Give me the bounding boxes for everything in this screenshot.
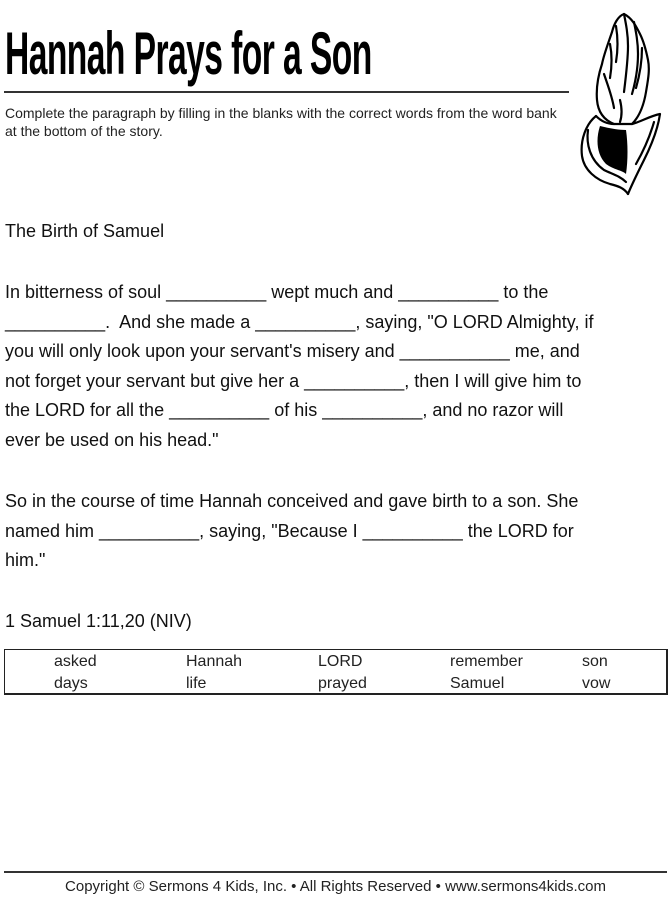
story-heading: The Birth of Samuel <box>5 221 165 241</box>
text-segment: him." <box>5 550 46 570</box>
copyright-footer: Copyright © Sermons 4 Kids, Inc. • All Rights Reserved • www.sermons4kids.com <box>65 878 606 895</box>
paragraph-line <box>5 396 667 426</box>
paragraph-line <box>5 308 667 338</box>
paragraph-line <box>5 367 667 397</box>
paragraph-line <box>5 517 667 547</box>
story-paragraph-1 <box>5 278 667 455</box>
fill-blank[interactable]: __________ <box>255 311 356 332</box>
paragraph-line <box>5 278 667 308</box>
word-bank-word: Samuel <box>450 675 505 692</box>
fill-blank[interactable]: __________ <box>5 311 106 332</box>
text-segment: the LORD for all the <box>5 400 170 420</box>
text-segment: not forget your servant but give her a <box>5 370 305 391</box>
paragraph-line <box>5 426 667 456</box>
word-bank-word: remember <box>450 653 523 670</box>
text-segment: named him <box>5 520 100 541</box>
text-segment: , and no razor will <box>422 400 564 420</box>
text-segment: , saying, "O LORD Almighty, if <box>355 311 594 332</box>
praying-hands-icon <box>574 4 668 204</box>
fill-blank[interactable]: __________ <box>398 282 499 302</box>
word-bank-word: LORD <box>318 653 363 670</box>
fill-blank[interactable]: __________ <box>99 520 200 541</box>
text-segment: , then I will give him to <box>404 370 582 391</box>
text-segment: , saying, "Because I <box>199 520 363 541</box>
word-bank-word: vow <box>582 675 611 692</box>
word-bank-word: days <box>54 675 88 692</box>
title-divider <box>4 91 569 93</box>
story-paragraph-2 <box>5 487 667 576</box>
text-segment: . And she made a <box>105 311 256 332</box>
word-bank-word: son <box>582 653 608 670</box>
text-segment: of his <box>269 400 323 420</box>
paragraph-line <box>5 546 667 576</box>
text-segment: In bitterness of soul <box>5 282 167 302</box>
fill-blank[interactable]: __________ <box>362 520 463 541</box>
fill-blank[interactable]: __________ <box>169 400 270 420</box>
word-bank-word: life <box>186 675 207 692</box>
fill-blank[interactable]: __________ <box>322 400 423 420</box>
page-title: Hannah Prays for a Son <box>5 20 372 87</box>
fill-blank[interactable]: ___________ <box>399 341 510 361</box>
word-bank-word: asked <box>54 653 97 670</box>
scripture-reference: 1 Samuel 1:11,20 (NIV) <box>5 611 192 631</box>
text-segment: me, and <box>509 341 580 361</box>
paragraph-line <box>5 337 667 367</box>
word-bank-word: Hannah <box>186 653 243 670</box>
text-segment: you will only look upon your servant's misery and <box>5 341 400 361</box>
word-bank-row <box>5 651 666 672</box>
instructions-text: Complete the paragraph by filling in the blanks with the correct words from the word bank at the bottom of the story. <box>5 105 557 139</box>
word-bank-row <box>5 673 666 694</box>
paragraph-line <box>5 487 667 517</box>
footer-divider <box>4 871 667 873</box>
fill-blank[interactable]: __________ <box>166 282 267 302</box>
text-segment: wept much and <box>266 282 399 302</box>
fill-blank[interactable]: __________ <box>304 370 405 391</box>
word-bank <box>4 649 668 695</box>
text-segment: ever be used on his head." <box>5 429 219 450</box>
text-segment: So in the course of time Hannah conceived and gave birth to a son. She <box>5 491 579 511</box>
word-bank-word: prayed <box>318 675 367 692</box>
text-segment: to the <box>498 282 549 302</box>
text-segment: the LORD for <box>462 520 574 541</box>
